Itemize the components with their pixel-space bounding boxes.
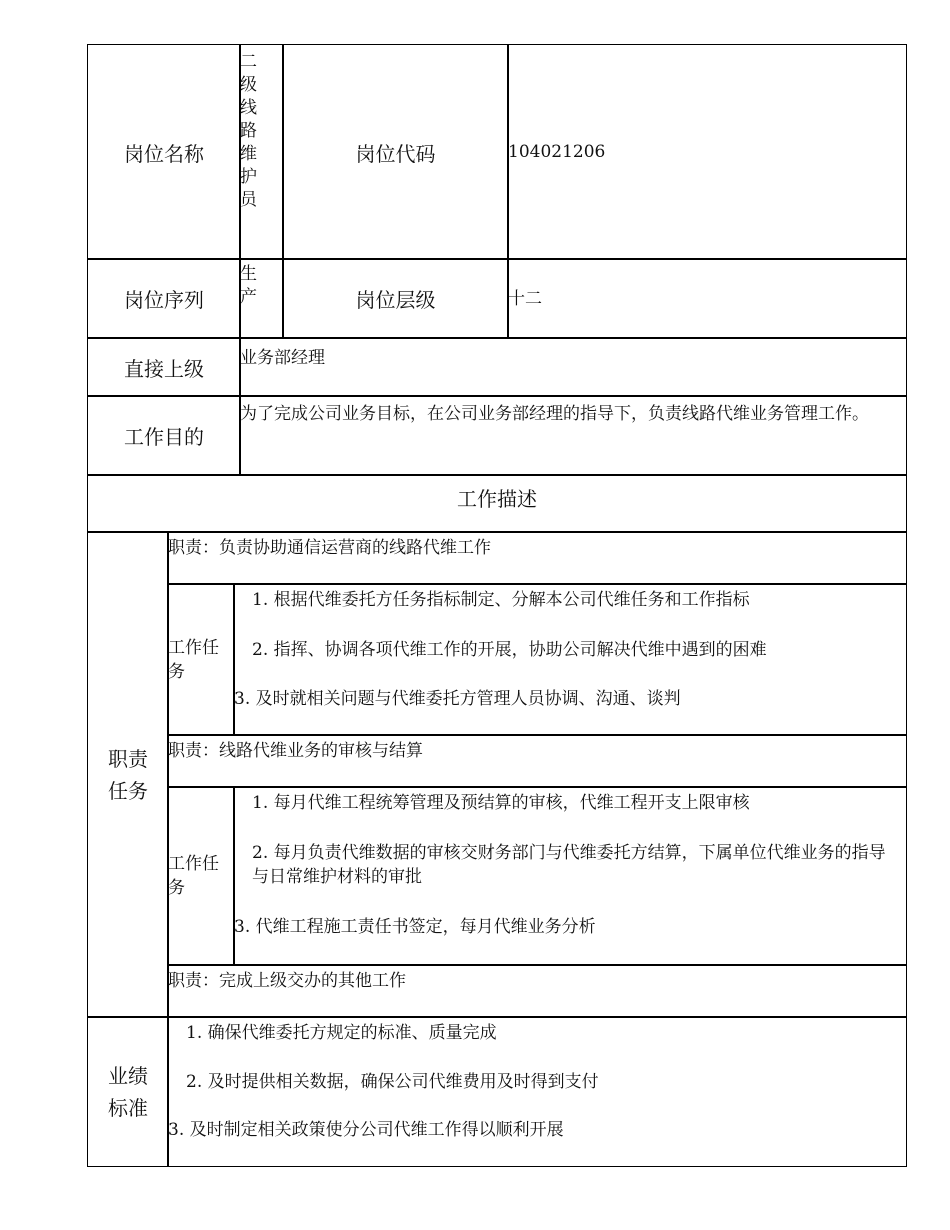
position-name-label: 岗位名称 [87,44,241,260]
direct-superior-value: 业务部经理 [239,337,907,397]
duties-label-text: 职责任务 [108,746,148,803]
position-series-cell [239,258,284,339]
performance-item-3: 3. 及时制定相关政策使分公司代维工作得以顺利开展 [168,1120,564,1140]
duty-2-task-3: 3. 代维工程施工责任书签定，每月代维业务分析 [234,917,596,937]
duty-2-task-label-cell [167,786,235,966]
duty-2-task-2: 2. 每月负责代维数据的审核交财务部门与代维委托方结算，下属单位代维业务的指导与日常维护材料的审批 [252,843,886,887]
position-name-cell [239,44,284,260]
direct-superior-label: 直接上级 [87,337,241,397]
duty-3-title: 职责：完成上级交办的其他工作 [167,964,907,1018]
performance-label [87,1016,169,1167]
position-level-value: 十二 [507,258,907,339]
position-name-value: 二级线路维护员 [240,52,257,210]
work-purpose-label: 工作目的 [87,395,241,476]
position-series-label: 岗位序列 [87,258,241,339]
performance-item-2: 2. 及时提供相关数据，确保公司代维费用及时得到支付 [186,1072,599,1092]
duty-2-task-1: 1. 每月代维工程统筹管理及预结算的审核，代维工程开支上限审核 [252,793,750,813]
job-description-table [87,44,907,1167]
position-code-label: 岗位代码 [282,44,509,260]
position-series-value: 生产 [240,264,257,307]
duty-1-task-3: 3. 及时就相关问题与代维委托方管理人员协调、沟通、谈判 [234,689,681,709]
duty-1-task-label: 工作任务 [168,637,219,682]
duty-1-task-label-cell [167,583,235,736]
duty-2-tasks [233,786,907,966]
performance-label-text: 业绩标准 [108,1063,148,1120]
work-description-title: 工作描述 [87,474,907,533]
duty-2-task-label: 工作任务 [168,854,219,898]
duty-1-task-2: 2. 指挥、协调各项代维工作的开展，协助公司解决代维中遇到的困难 [252,640,767,660]
duty-1-title: 职责：负责协助通信运营商的线路代维工作 [167,531,907,585]
work-purpose-value: 为了完成公司业务目标，在公司业务部经理的指导下，负责线路代维业务管理工作。 [239,395,907,476]
position-level-label: 岗位层级 [282,258,509,339]
duty-2-title: 职责：线路代维业务的审核与结算 [167,734,907,788]
performance-item-1: 1. 确保代维委托方规定的标准、质量完成 [186,1023,497,1043]
position-code-value: 104021206 [507,44,907,260]
duties-label [87,531,169,1018]
performance-items [167,1016,907,1167]
duty-1-task-1: 1. 根据代维委托方任务指标制定、分解本公司代维任务和工作指标 [252,590,750,610]
duty-1-tasks [233,583,907,736]
